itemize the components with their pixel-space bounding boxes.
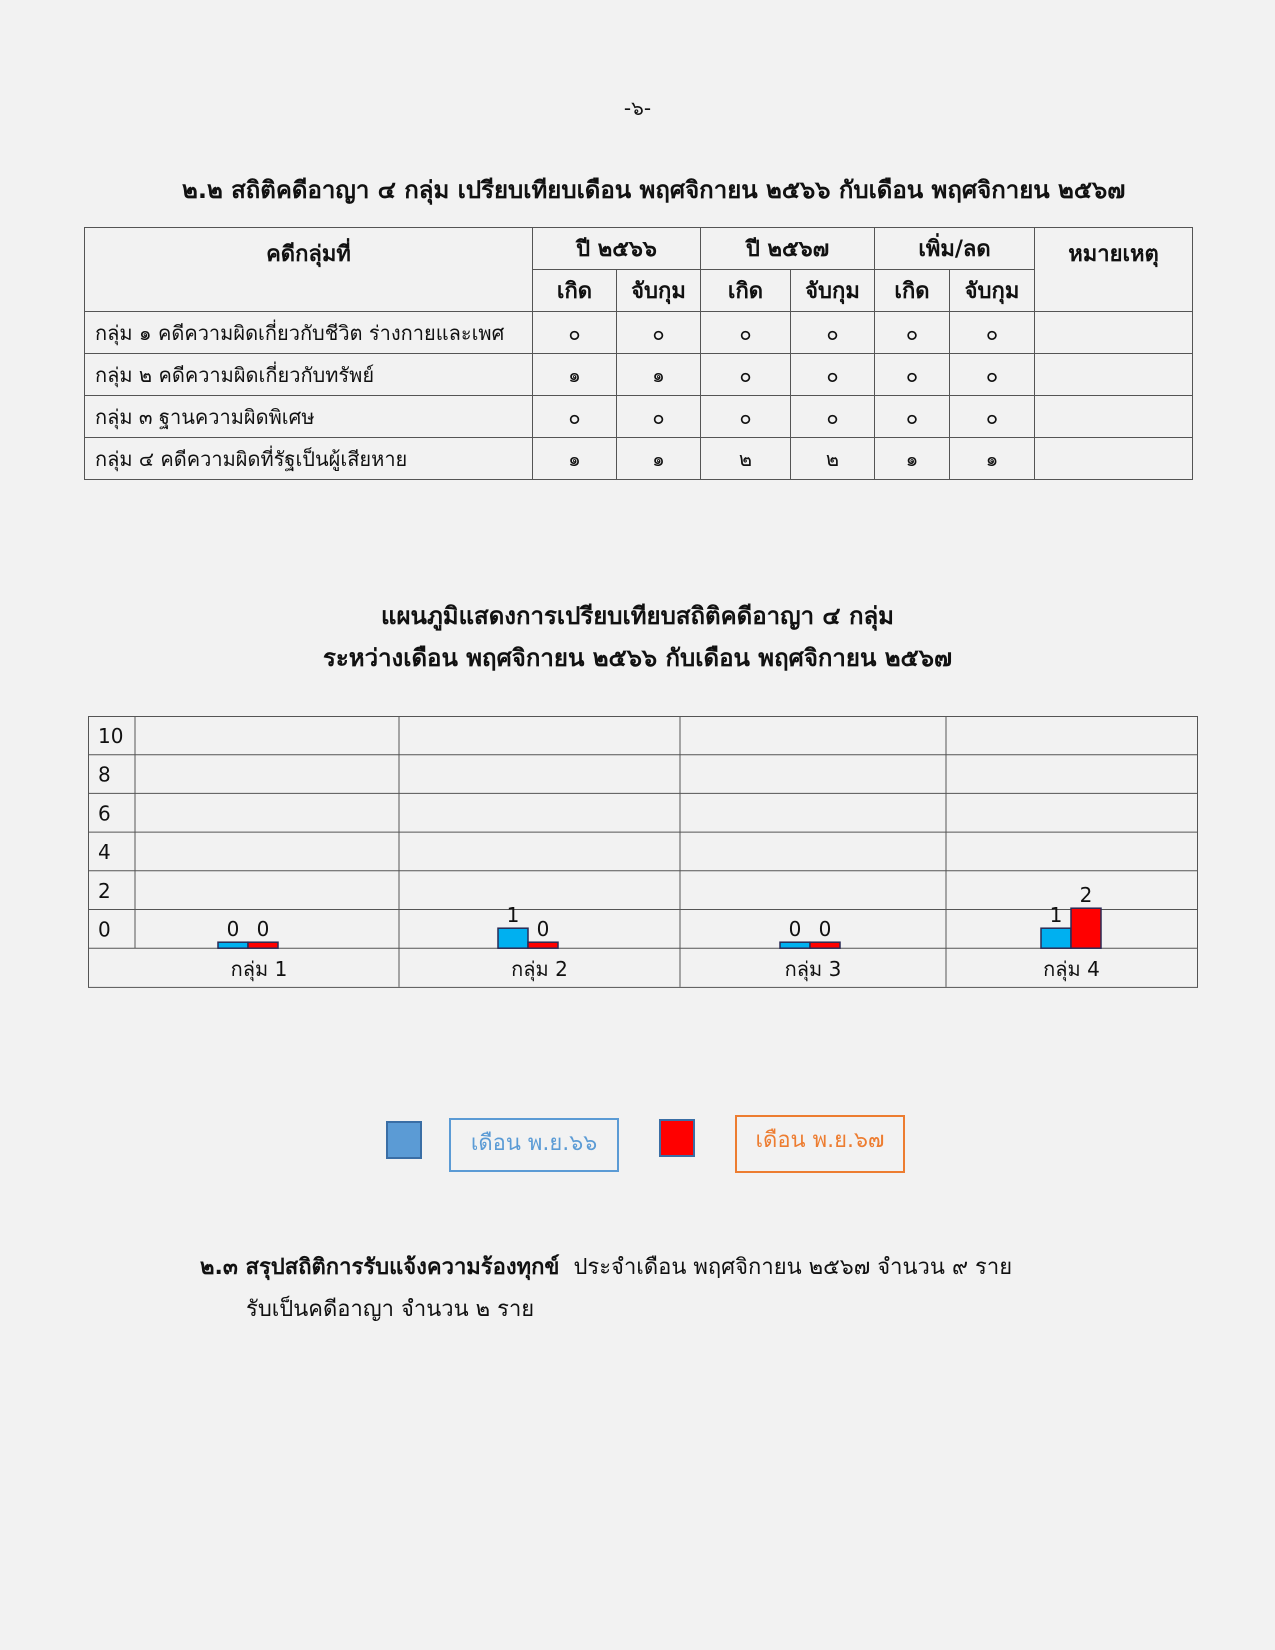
bar	[498, 928, 528, 948]
cell: ๐	[791, 312, 875, 354]
row-name: กลุ่ม ๓ ฐานความผิดพิเศษ	[85, 396, 533, 438]
bar-value-label: 1	[1049, 903, 1063, 928]
cell: ๑	[950, 438, 1035, 480]
bar	[218, 942, 248, 948]
section-2-3-text: ประจำเดือน พฤศจิกายน ๒๕๖๗ จำนวน ๙ ราย	[573, 1255, 1013, 1280]
row-name: กลุ่ม ๔ คดีความผิดที่รัฐเป็นผู้เสียหาย	[85, 438, 533, 480]
y-tick-label: 6	[98, 801, 111, 826]
table-row	[85, 396, 1193, 438]
header-year-2567: ปี ๒๕๖๗	[701, 228, 875, 270]
subheader-arrested: จับกุม	[950, 270, 1035, 312]
y-tick-label: 8	[98, 762, 111, 787]
chart-title-line-2: ระหว่างเดือน พฤศจิกายน ๒๕๖๖ กับเดือน พฤศจิกายน ๒๕๖๗	[322, 644, 952, 672]
section-2-3-line-1	[200, 1247, 1012, 1289]
cell: ๒	[701, 438, 791, 480]
table-header-row	[85, 228, 1193, 270]
bar	[780, 942, 810, 948]
bar	[1041, 928, 1071, 948]
cell: ๐	[950, 354, 1035, 396]
bar-value-label: 0	[788, 917, 802, 942]
cell: ๑	[533, 354, 617, 396]
bar-value-label: 1	[506, 903, 520, 928]
x-category-label: กลุ่ม 4	[1043, 957, 1100, 982]
cell: ๑	[617, 438, 701, 480]
table-row	[85, 438, 1193, 480]
subheader-arrested: จับกุม	[617, 270, 701, 312]
y-tick-label: 2	[98, 878, 111, 903]
chart-title	[0, 595, 1275, 679]
cell: ๐	[701, 396, 791, 438]
cell: ๐	[950, 396, 1035, 438]
header-group: คดีกลุ่มที่	[85, 228, 533, 312]
cell: ๐	[701, 354, 791, 396]
legend-label-2566: เดือน พ.ย.๖๖	[449, 1118, 619, 1172]
section-2-2-title: ๒.๒ สถิติคดีอาญา ๔ กลุ่ม เปรียบเทียบเดือน พฤศจิกายน ๒๕๖๖ กับเดือน พฤศจิกายน ๒๕๖๗	[182, 176, 1126, 204]
bar-value-label: 2	[1079, 883, 1093, 908]
cell: ๐	[617, 396, 701, 438]
cell: ๐	[701, 312, 791, 354]
cell: ๐	[791, 396, 875, 438]
legend-swatch-2567	[659, 1119, 695, 1157]
cell: ๐	[875, 354, 950, 396]
header-change: เพิ่ม/ลด	[875, 228, 1035, 270]
cell: ๑	[617, 354, 701, 396]
subheader-occurred: เกิด	[701, 270, 791, 312]
bar-value-label: 0	[536, 917, 550, 942]
row-name: กลุ่ม ๑ คดีความผิดเกี่ยวกับชีวิต ร่างกายและเพศ	[85, 312, 533, 354]
cell: ๐	[533, 396, 617, 438]
bar-chart	[88, 716, 1198, 988]
bar	[248, 942, 278, 948]
subheader-arrested: จับกุม	[791, 270, 875, 312]
section-2-3-line-2: รับเป็นคดีอาญา จำนวน ๒ ราย	[246, 1297, 535, 1322]
legend-swatch-2566	[386, 1121, 422, 1159]
y-tick-label: 4	[98, 840, 111, 865]
bar	[1071, 908, 1101, 948]
cell: ๒	[791, 438, 875, 480]
bar-value-label: 0	[256, 917, 270, 942]
bar	[528, 942, 558, 948]
bar-value-label: 0	[226, 917, 240, 942]
cell: ๐	[950, 312, 1035, 354]
table-row	[85, 312, 1193, 354]
subheader-occurred: เกิด	[533, 270, 617, 312]
page-number: -๖-	[623, 96, 652, 120]
x-category-label: กลุ่ม 2	[511, 957, 568, 982]
remark-cell	[1035, 438, 1193, 480]
header-year-2566: ปี ๒๕๖๖	[533, 228, 701, 270]
section-2-3	[200, 1247, 1012, 1331]
remark-cell	[1035, 354, 1193, 396]
remark-cell	[1035, 312, 1193, 354]
row-name: กลุ่ม ๒ คดีความผิดเกี่ยวกับทรัพย์	[85, 354, 533, 396]
chart-title-line-1: แผนภูมิแสดงการเปรียบเทียบสถิติคดีอาญา ๔ กลุ่ม	[381, 602, 894, 630]
cell: ๐	[791, 354, 875, 396]
cell: ๐	[617, 312, 701, 354]
remark-cell	[1035, 396, 1193, 438]
y-tick-label: 10	[98, 724, 124, 748]
cell: ๐	[533, 312, 617, 354]
legend-label-2567: เดือน พ.ย.๖๗	[735, 1115, 905, 1173]
cell: ๑	[533, 438, 617, 480]
bar	[810, 942, 840, 948]
table-row	[85, 354, 1193, 396]
y-tick-label: 0	[98, 917, 111, 942]
header-remark: หมายเหตุ	[1035, 228, 1193, 312]
cell: ๐	[875, 396, 950, 438]
cell: ๐	[875, 312, 950, 354]
x-category-label: กลุ่ม 1	[230, 957, 288, 982]
bar-value-label: 0	[818, 917, 832, 942]
statistics-table	[84, 227, 1193, 480]
section-2-3-title: ๒.๓ สรุปสถิติการรับแจ้งความร้องทุกข์	[200, 1255, 560, 1280]
cell: ๑	[875, 438, 950, 480]
x-category-label: กลุ่ม 3	[784, 957, 842, 982]
subheader-occurred: เกิด	[875, 270, 950, 312]
